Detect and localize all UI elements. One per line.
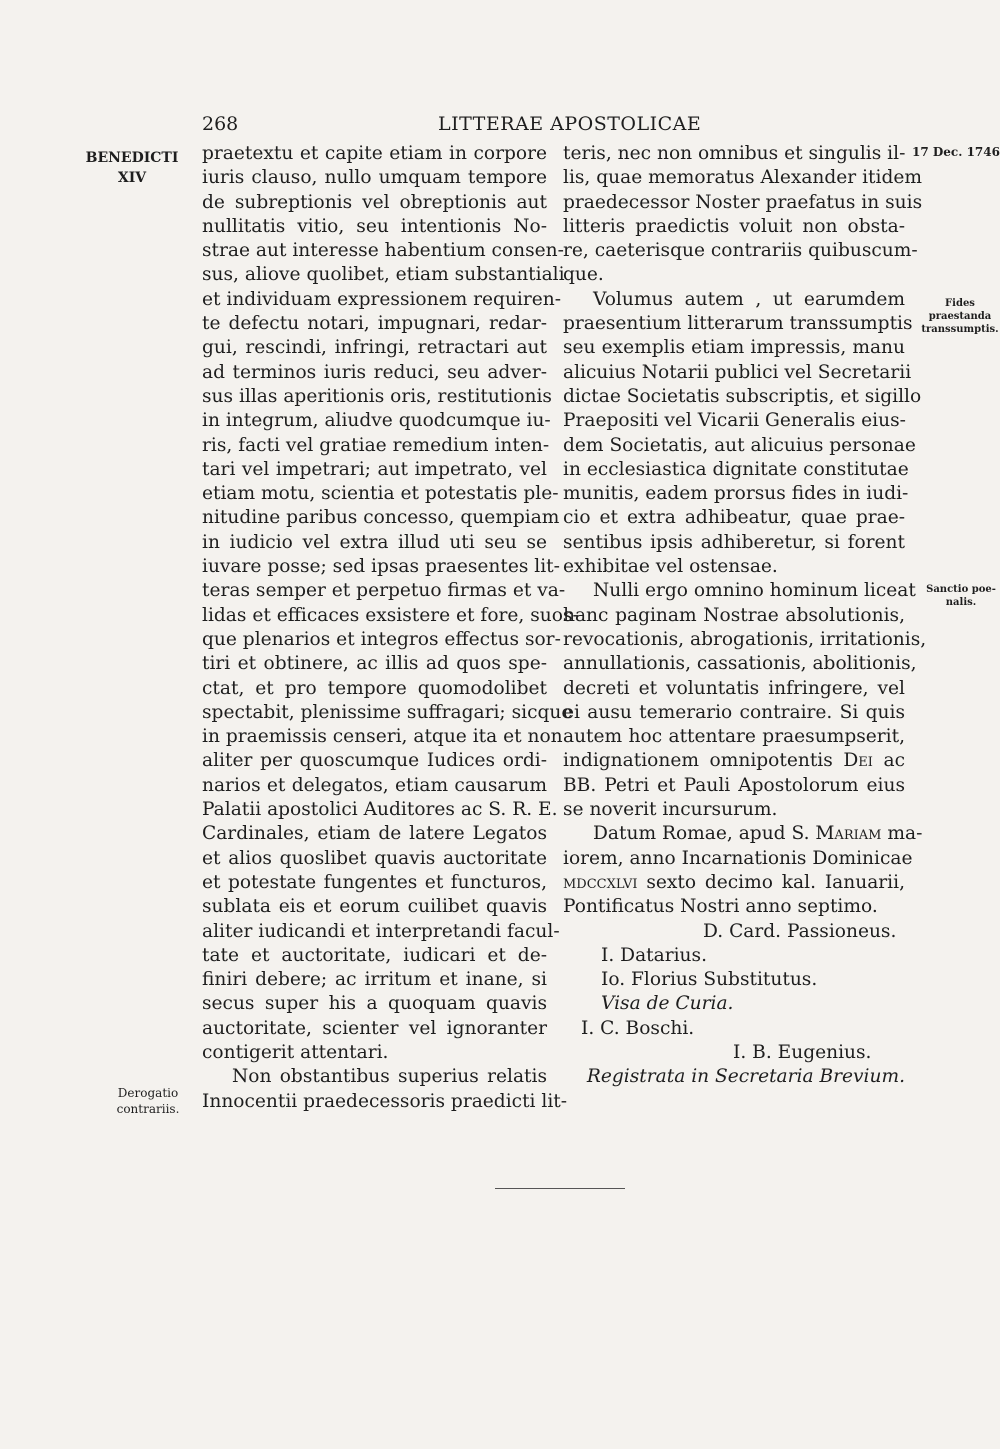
text-line: sus illas aperitionis oris, restitutionis	[202, 385, 552, 407]
text-line: iuris clauso, nullo umquam tempore	[202, 167, 547, 189]
text-line: gui, rescindi, infringi, retractari aut	[202, 337, 547, 359]
text-line: finiri debere; ac irritum et inane, si	[202, 969, 547, 991]
author-numeral: XIV	[117, 170, 147, 186]
text-line: dem Societatis, aut alicuius personae	[563, 434, 916, 456]
text-line: praedecessor Noster praefatus in suis	[563, 191, 923, 213]
text-line: annullationis, cassationis, abolitionis,	[563, 653, 917, 675]
margin-note-line: Fides	[945, 298, 975, 309]
right-text-column	[563, 142, 927, 1090]
text-line: indignationem omnipotentis Dei ac	[563, 750, 905, 772]
text-line: in integrum, aliudve quodcumque iu-	[202, 410, 551, 432]
text-line: ei ausu temerario contraire. Si quis	[563, 701, 905, 723]
signature-boschi: I. C. Boschi.	[581, 1017, 695, 1039]
text-line: tiri et obtinere, ac illis ad quos spe-	[202, 653, 547, 675]
closing-rule	[495, 1188, 625, 1189]
text-line: re, caeterisque contrariis quibuscum-	[563, 240, 918, 262]
text-line: contigerit attentari.	[202, 1041, 389, 1063]
text-line: Datum Romae, apud S. Mariam ma-	[593, 823, 923, 845]
text-line: etiam motu, scientia et potestatis ple-	[202, 483, 559, 505]
text-line: decreti et voluntatis infringere, vel	[563, 677, 905, 699]
author-margin-heading	[82, 148, 182, 188]
text-line: cio et extra adhibeatur, quae prae-	[563, 507, 905, 529]
text-line: aliter per quoscumque Iudices ordi-	[202, 750, 547, 772]
margin-note-line: praestanda	[928, 311, 992, 322]
text-line: in praemissis censeri, atque ita et non	[202, 726, 563, 748]
text-line: lis, quae memoratus Alexander itidem	[563, 167, 923, 189]
paragraph-para1	[563, 142, 923, 288]
signature-florius: Io. Florius Substitutus.	[601, 969, 818, 991]
margin-note-sanctio	[922, 583, 1000, 609]
text-line: que plenarios et integros effectus sor-	[202, 628, 561, 650]
margin-note-fides	[920, 297, 1000, 336]
text-line: litteris praedictis voluit non obsta-	[563, 215, 905, 237]
margin-note-line: transsumptis.	[921, 324, 999, 335]
text-line: iuvare posse; sed ipsas praesentes lit-	[202, 556, 560, 578]
text-line: ris, facti vel gratiae remedium inten-	[202, 434, 550, 456]
text-line: Innocentii praedecessoris praedicti lit-	[202, 1090, 568, 1112]
text-line: sentibus ipsis adhiberetur, si forent	[563, 531, 905, 553]
text-line: teris, nec non omnibus et singulis il-	[563, 143, 906, 164]
text-line: tate et auctoritate, iudicari et de-	[202, 944, 547, 966]
page-number: 268	[202, 113, 239, 135]
text-line: hanc paginam Nostrae absolutionis,	[563, 604, 905, 626]
text-line: et individuam expressionem requiren-	[202, 288, 562, 310]
text-line: sus, aliove quolibet, etiam substantiali	[202, 264, 565, 286]
small-caps-word: mdccxlvi	[563, 871, 638, 893]
text-line: se noverit incursurum.	[563, 799, 778, 821]
text-line: lidas et efficaces exsistere et fore, suos-	[202, 604, 579, 626]
text-line: exhibitae vel ostensae.	[563, 556, 778, 578]
text-line: iorem, anno Incarnationis Dominicae	[563, 847, 913, 869]
paragraph-para4	[563, 822, 923, 919]
running-title: LITTERAE APOSTOLICAE	[438, 113, 702, 135]
text-line: nullitatis vitio, seu intentionis No-	[202, 215, 547, 237]
text-line: in iudicio vel extra illud uti seu se	[202, 531, 547, 553]
margin-note-line: nalis.	[945, 597, 977, 608]
text-line: Pontificatus Nostri anno septimo.	[563, 896, 878, 918]
text-line: Non obstantibus superius relatis	[232, 1066, 547, 1088]
text-line: et potestate fungentes et functuros,	[202, 871, 547, 893]
margin-note-derogatio	[108, 1085, 188, 1117]
author-name: BENEDICTI	[85, 150, 179, 166]
text-line: revocationis, abrogationis, irritationis,	[563, 628, 927, 650]
margin-note-line: contrariis.	[116, 1102, 180, 1116]
text-line: aliter iudicandi et interpretandi facul-	[202, 920, 560, 942]
text-line: sublata eis et eorum cuilibet quavis	[202, 896, 547, 918]
text-line: tari vel impetrari; aut impetrato, vel	[202, 458, 547, 480]
text-line: te defectu notari, impugnari, redar-	[202, 313, 547, 335]
paragraph-para2	[563, 288, 922, 580]
small-caps-word: Mariam	[815, 823, 882, 845]
text-line: ad terminos iuris reduci, seu adver-	[202, 361, 547, 383]
text-line: et alios quoslibet quavis auctoritate	[202, 847, 547, 869]
text-line: nitudine paribus concesso, quempiam	[202, 507, 560, 529]
text-line: secus super his a quoquam quavis	[202, 993, 547, 1015]
text-line: mdccxlvi sexto decimo kal. Ianuarii,	[563, 871, 905, 893]
text-line: auctoritate, scienter vel ignoranter	[202, 1017, 547, 1039]
text-line: que.	[563, 264, 604, 286]
text-line: Praepositi vel Vicarii Generalis eius-	[563, 410, 906, 432]
left-text-column	[202, 142, 579, 1114]
text-line: in ecclesiastica dignitate constitutae	[563, 458, 909, 480]
text-line: alicuius Notarii publici vel Secretarii	[563, 361, 912, 383]
text-line: Volumus autem , ut earumdem	[593, 288, 905, 310]
text-line: munitis, eadem prorsus fides in iudi-	[563, 483, 909, 505]
text-line: dictae Societatis subscriptis, et sigillo	[563, 385, 922, 407]
text-line: de subreptionis vel obreptionis aut	[202, 191, 547, 213]
text-line: Cardinales, etiam de latere Legatos	[202, 823, 547, 845]
signature-passioneus: D. Card. Passioneus.	[703, 920, 897, 942]
visa-de-curia: Visa de Curia.	[601, 993, 734, 1015]
text-line: Palatii apostolici Auditores ac S. R. E.	[202, 799, 558, 821]
text-line: BB. Petri et Pauli Apostolorum eius	[563, 774, 905, 796]
text-line: teras semper et perpetuo firmas et va-	[202, 580, 566, 602]
text-line: praesentium litterarum transsumptis	[563, 313, 913, 335]
small-caps-word: Dei	[843, 750, 873, 772]
margin-date: 17 Dec. 1746	[912, 145, 1000, 159]
margin-note-line: Sanctio poe-	[926, 584, 996, 595]
text-line: ctat, et pro tempore quomodolibet	[202, 677, 547, 699]
registrata-note: Registrata in Secretaria Brevium.	[586, 1066, 905, 1088]
text-line: seu exemplis etiam impressis, manu	[563, 337, 905, 359]
text-line: Nulli ergo omnino hominum liceat	[593, 580, 916, 602]
text-line: strae aut interesse habentium consen-	[202, 240, 564, 262]
text-line: praetextu et capite etiam in corpore	[202, 143, 547, 164]
paragraph-para3	[563, 579, 927, 822]
signature-datarius: I. Datarius.	[601, 944, 707, 966]
text-line: autem hoc attentare praesumpserit,	[563, 726, 905, 748]
text-line: spectabit, plenissime suffragari; sicque	[202, 701, 573, 723]
margin-note-line: Derogatio	[117, 1086, 179, 1100]
signature-eugenius: I. B. Eugenius.	[733, 1041, 872, 1063]
text-line: narios et delegatos, etiam causarum	[202, 774, 547, 796]
